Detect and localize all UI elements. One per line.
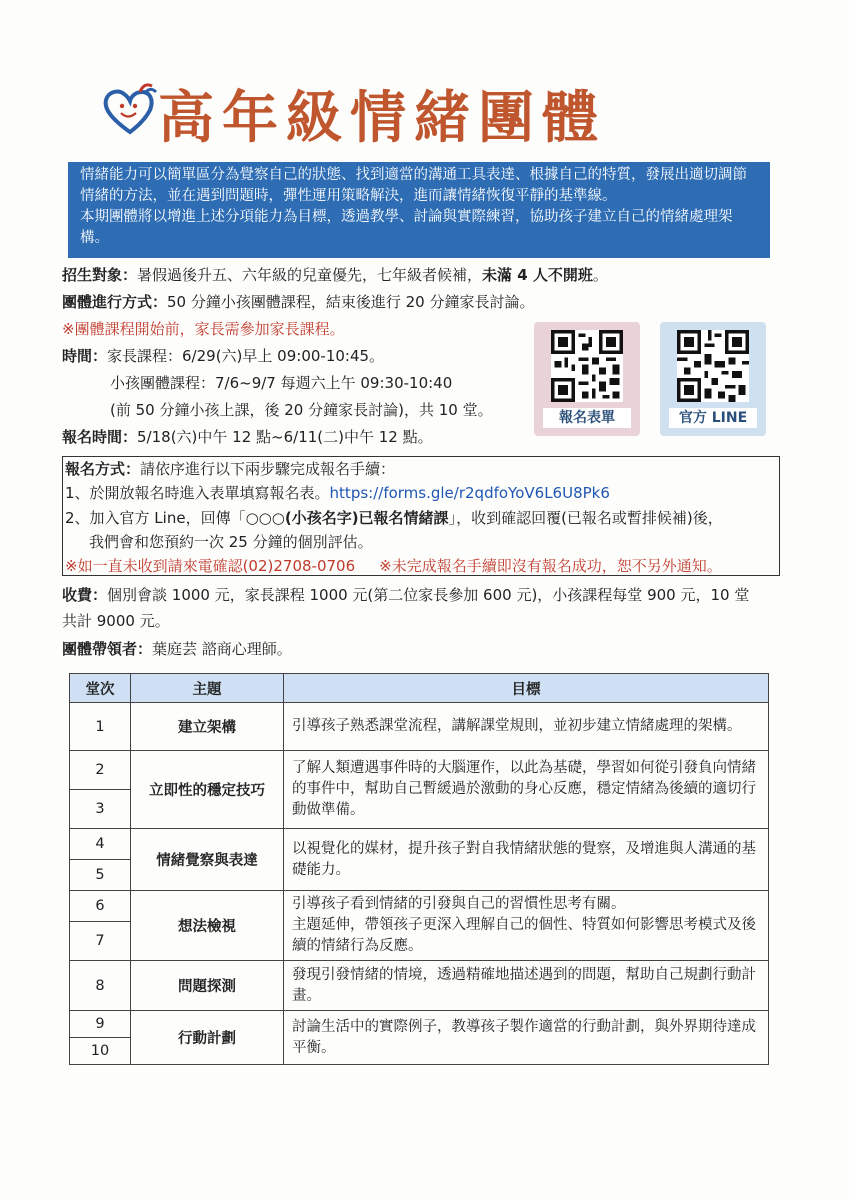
- enroll-min-note: 未滿 4 人不開班: [482, 266, 593, 284]
- time-label: 時間：: [62, 347, 108, 365]
- session-goal: 了解人類遭遇事件時的大腦運作，以此為基礎，學習如何從引發負向情緒的事件中，幫助自己暫緩過於激動的身心反應，穩定情緒為後續的適切行動做準備。: [284, 751, 769, 829]
- intro-paragraph-2: 本期團體將以增進上述分項能力為目標，透過教學、討論與實際練習，協助孩子建立自己的情緒處理架構。: [80, 209, 733, 246]
- reg-step-1-text: 1、於開放報名時進入表單填寫報名表。: [65, 484, 330, 502]
- session-number: 6: [70, 891, 131, 922]
- reg-method-header: [65, 458, 395, 480]
- qr-code-icon: [551, 330, 623, 402]
- time-parent-course: 家長課程：6/29(六)早上 09:00-10:45。: [107, 347, 385, 365]
- fee-text-1: 個別會談 1000 元，家長課程 1000 元(第二位家長參加 600 元)，小孩課程每堂 900 元，10 堂: [107, 586, 750, 604]
- enroll-label: 招生對象：: [62, 266, 138, 284]
- reg-step-1: [65, 482, 610, 504]
- qr-code-icon: [677, 330, 749, 402]
- session-goal-line-1: 引導孩子看到情緒的引發與自己的習慣性思考有關。: [292, 896, 626, 912]
- reg-step-2: [65, 507, 723, 529]
- schedule-table: [69, 673, 769, 1065]
- session-number: 2: [70, 751, 131, 790]
- reg-step-2-text-c: 我們會和您預約一次 25 分鐘的個別評估。: [89, 533, 373, 551]
- intro-paragraph-1: 情緒能力可以簡單區分為覺察自己的狀態、找到適當的溝通工具表達、根據自己的特質，發展出適切調節情緒的方法，並在遇到問題時，彈性運用策略解決，進而讓情緒恢復平靜的基準線。: [80, 167, 747, 204]
- qr-card-form[interactable]: [534, 322, 640, 436]
- table-row: [70, 1011, 769, 1038]
- session-topic: 想法檢視: [131, 891, 284, 961]
- session-goal: 發現引發情緒的情境，透過精確地描述遇到的問題，幫助自己規劃行動計畫。: [284, 961, 769, 1011]
- registration-form-link[interactable]: https://forms.gle/r2qdfoYoV6L6U8Pk6: [329, 484, 610, 502]
- session-number: 10: [70, 1038, 131, 1065]
- table-row: [70, 961, 769, 1011]
- session-topic: 立即性的穩定技巧: [131, 751, 284, 829]
- session-number: 3: [70, 790, 131, 829]
- time-line-1: [62, 345, 384, 367]
- enroll-end: 。: [592, 266, 608, 284]
- qr-card-line[interactable]: [660, 322, 766, 436]
- session-number: 7: [70, 922, 131, 961]
- fee-text-2: 共計 9000 元。: [62, 612, 170, 630]
- reg-warning-incomplete: ※未完成報名手續即沒有報名成功，恕不另外通知。: [379, 557, 722, 575]
- reg-warning-line: [65, 555, 722, 577]
- fee-line-1: [62, 584, 749, 606]
- table-row: [70, 891, 769, 922]
- format-text: 50 分鐘小孩團體課程，結束後進行 20 分鐘家長討論。: [167, 293, 535, 311]
- header-session: 堂次: [70, 674, 131, 703]
- session-number: 5: [70, 860, 131, 891]
- registration-method-box: [62, 456, 780, 576]
- enroll-line: [62, 264, 608, 286]
- reg-step-2-text-b: 」，收到確認回覆(已報名或暫排候補)後，: [448, 509, 723, 527]
- session-goal: [284, 891, 769, 961]
- parent-notice: ※團體課程開始前，家長需參加家長課程。: [62, 320, 345, 338]
- session-number: 1: [70, 703, 131, 751]
- page-title: 高年級情緒團體: [158, 86, 606, 151]
- heart-logo-icon: [100, 80, 160, 140]
- format-line: [62, 291, 535, 313]
- reg-step-2-text-a: 2、加入官方 Line，回傳「: [65, 509, 246, 527]
- session-number: 4: [70, 829, 131, 860]
- leader-label: 團體帶領者：: [62, 640, 153, 658]
- format-label: 團體進行方式：: [62, 293, 168, 311]
- table-row: [70, 829, 769, 860]
- table-header-row: [70, 674, 769, 703]
- fee-label: 收費：: [62, 586, 108, 604]
- reg-step-2-message: ○○○(小孩名字)已報名情緒課: [245, 509, 449, 527]
- header-topic: 主題: [131, 674, 284, 703]
- session-number: 9: [70, 1011, 131, 1038]
- session-topic: 建立架構: [131, 703, 284, 751]
- enroll-text: 暑假過後升五、六年級的兒童優先，七年級者候補，: [137, 266, 483, 284]
- session-topic: 問題探測: [131, 961, 284, 1011]
- session-goal: 討論生活中的實際例子，教導孩子製作適當的行動計劃，與外界期待達成平衡。: [284, 1011, 769, 1065]
- session-goal: 引導孩子熟悉課堂流程，講解課堂規則，並初步建立情緒處理的架構。: [284, 703, 769, 751]
- leader-line: [62, 638, 292, 660]
- reg-warning-phone: ※如一直未收到請來電確認(02)2708-0706: [65, 557, 356, 575]
- session-goal: 以視覺化的媒材，提升孩子對自我情緒狀態的覺察，及增進與人溝通的基礎能力。: [284, 829, 769, 891]
- intro-box: [68, 162, 770, 258]
- table-row: [70, 703, 769, 751]
- session-number: 8: [70, 961, 131, 1011]
- header-goal: 目標: [284, 674, 769, 703]
- reg-time-line: [62, 426, 433, 448]
- session-topic: 情緒覺察與表達: [131, 829, 284, 891]
- table-row: [70, 751, 769, 790]
- time-child-note: (前 50 分鐘小孩上課，後 20 分鐘家長討論)，共 10 堂。: [110, 401, 493, 419]
- reg-time-text: 5/18(六)中午 12 點~6/11(二)中午 12 點。: [137, 428, 433, 446]
- reg-method-label: 報名方式：: [65, 460, 141, 478]
- reg-method-intro: 請依序進行以下兩步驟完成報名手續：: [140, 460, 396, 478]
- leader-text: 葉庭芸 諮商心理師。: [152, 640, 292, 658]
- time-child-course: 小孩團體課程：7/6~9/7 每週六上午 09:30-10:40: [110, 374, 453, 392]
- session-goal-line-2: 主題延伸，帶領孩子更深入理解自己的個性、特質如何影響思考模式及後續的情緒行為反應。: [292, 917, 756, 954]
- session-topic: 行動計劃: [131, 1011, 284, 1065]
- reg-time-label: 報名時間：: [62, 428, 138, 446]
- qr-line-label: 官方 LINE: [669, 408, 757, 428]
- qr-form-label: 報名表單: [543, 408, 631, 428]
